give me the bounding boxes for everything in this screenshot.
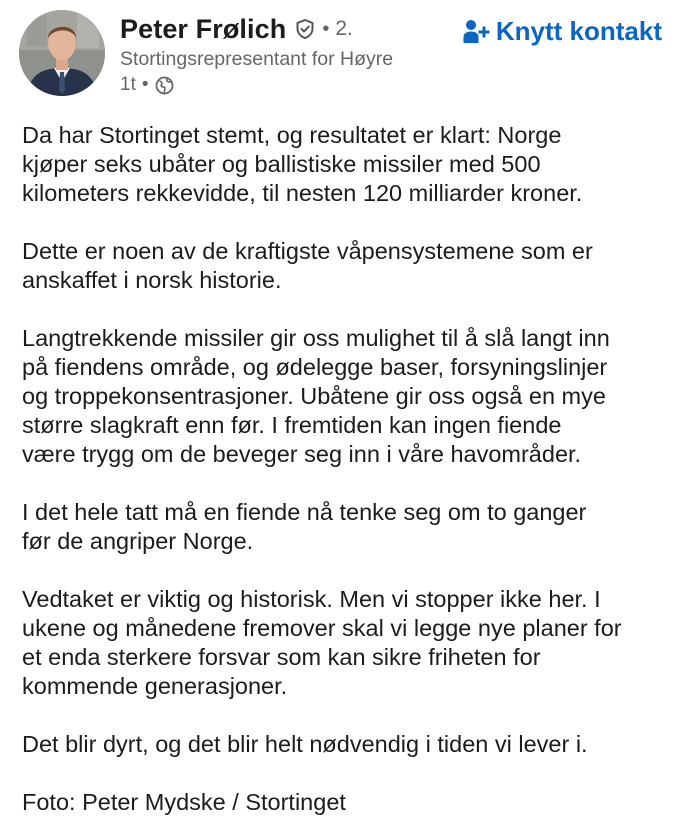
post-paragraph: Vedtaket er viktig og historisk. Men vi stopper ikke her. I ukene og månedene fremover skal vi legge nye planer for et enda sterkere forsvar som kan sikre friheten for kommende generasjoner. [22, 586, 622, 699]
connect-button-label: Knytt kontakt [495, 15, 662, 46]
author-name[interactable]: Peter Frølich [120, 13, 287, 44]
post-body [22, 121, 672, 817]
avatar[interactable] [19, 10, 105, 96]
post-paragraph: Da har Stortinget stemt, og resultatet er klart: Norge kjøper seks ubåter og ballistiske missiler med 500 kilometers rekkevidde, til nesten 120 milliarder kroner. [22, 122, 583, 206]
post-paragraph: Det blir dyrt, og det blir helt nødvendig i tiden vi lever i. [22, 731, 588, 757]
globe-icon [155, 76, 174, 95]
post-paragraph: Langtrekkende missiler gir oss mulighet til å slå langt inn på fiendens område, og ødelegge baser, forsyningslinjer og troppekonsentrasjoner. Ubåtene gir oss også en mye større slagkraft enn før. I fremtiden kan ingen fiende være trygg om de beveger seg inn i våre havområder. [22, 325, 610, 467]
post-paragraph: I det hele tatt må en fiende nå tenke seg om to ganger før de angriper Norge. [22, 499, 587, 554]
person-add-icon [462, 16, 492, 46]
meta-separator: • [141, 74, 149, 95]
post-time: 1t [120, 74, 136, 95]
post-header [0, 0, 690, 110]
connection-degree: 2. [335, 17, 353, 40]
connect-button[interactable] [462, 14, 662, 48]
verified-shield-icon [294, 18, 316, 40]
avatar-photo [19, 10, 105, 96]
name-separator: • [322, 17, 330, 40]
author-headline: Stortingsrepresentant for Høyre [120, 48, 394, 70]
post-meta [120, 74, 174, 96]
photo-credit: Foto: Peter Mydske / Stortinget [22, 789, 346, 815]
author-name-row [120, 12, 353, 46]
post-paragraph: Dette er noen av de kraftigste våpensystemene som er anskaffet i norsk historie. [22, 238, 593, 293]
